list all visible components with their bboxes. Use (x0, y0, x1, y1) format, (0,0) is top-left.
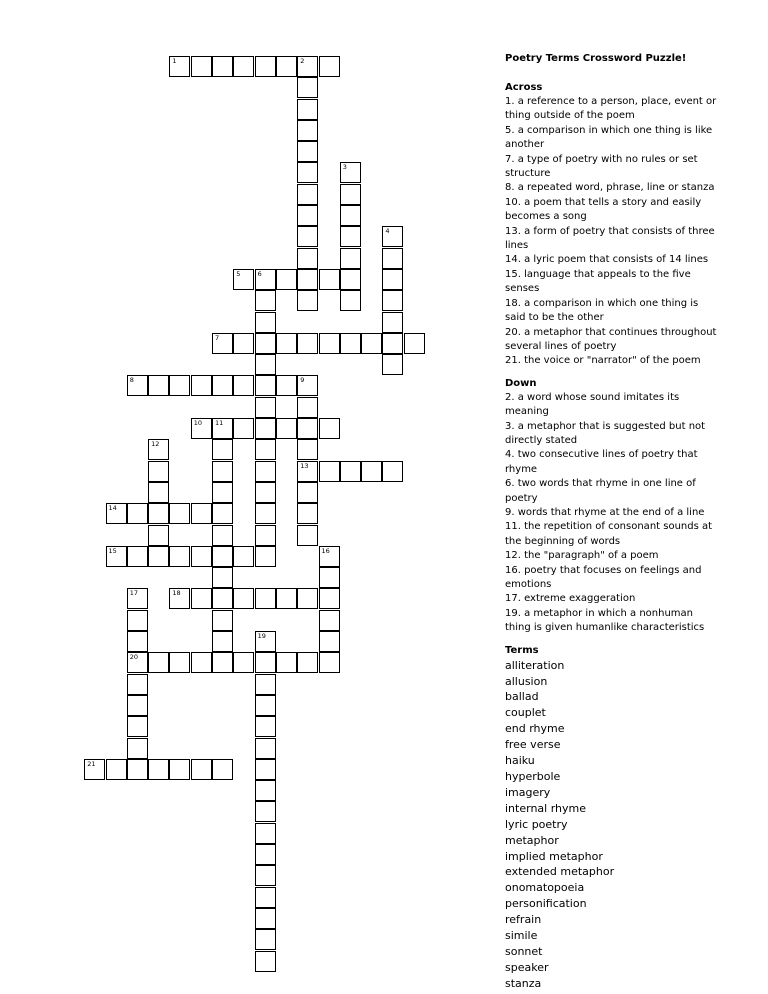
crossword-cell[interactable] (297, 184, 318, 205)
across-clue: 13. a form of poetry that consists of three lines (505, 225, 715, 252)
crossword-cell[interactable] (255, 312, 276, 333)
down-clue: 12. the "paragraph" of a poem (505, 550, 659, 562)
clue-number: 21 (87, 759, 96, 768)
crossword-cell[interactable] (127, 674, 148, 695)
crossword-cell[interactable] (297, 397, 318, 418)
crossword-cell[interactable] (319, 610, 340, 631)
down-clue: 3. a metaphor that is suggested but not directly stated (505, 420, 706, 446)
clue-number: 18 (172, 589, 181, 598)
down-clue: 16. poetry that focuses on feelings and emotions (505, 564, 702, 590)
crossword-cell[interactable] (255, 652, 276, 673)
crossword-cell[interactable] (212, 375, 233, 396)
crossword-cell[interactable] (255, 951, 276, 972)
crossword-cell[interactable] (255, 887, 276, 908)
clue-number: 6 (257, 269, 262, 278)
crossword-cell[interactable] (340, 184, 361, 205)
crossword-cell[interactable] (340, 248, 361, 269)
crossword-cell[interactable] (319, 567, 340, 588)
crossword-cell[interactable] (319, 269, 340, 290)
crossword-cell[interactable] (297, 162, 318, 183)
crossword-cell[interactable] (255, 418, 276, 439)
crossword-cell[interactable] (127, 759, 148, 780)
crossword-cell[interactable] (361, 333, 382, 354)
crossword-cell[interactable] (276, 418, 297, 439)
crossword-cell[interactable] (297, 375, 318, 396)
crossword-cell[interactable] (255, 674, 276, 695)
crossword-cell[interactable] (297, 269, 318, 290)
term-item: free verse (505, 738, 561, 752)
crossword-cell[interactable] (340, 269, 361, 290)
crossword-cell[interactable] (148, 503, 169, 524)
crossword-cell[interactable] (382, 248, 403, 269)
crossword-cell[interactable] (276, 269, 297, 290)
crossword-cell[interactable] (319, 588, 340, 609)
crossword-cell[interactable] (191, 588, 212, 609)
clue-number: 1 (172, 56, 177, 65)
crossword-cell[interactable] (297, 418, 318, 439)
crossword-cell[interactable] (127, 716, 148, 737)
term-item: ballad (505, 690, 539, 704)
clue-number: 16 (321, 546, 330, 555)
crossword-cell[interactable] (255, 929, 276, 950)
clue-number: 13 (300, 461, 309, 470)
crossword-cell[interactable] (340, 162, 361, 183)
crossword-cell[interactable] (127, 652, 148, 673)
crossword-cell[interactable] (340, 226, 361, 247)
crossword-cell[interactable] (382, 312, 403, 333)
clue-number: 7 (215, 333, 220, 342)
crossword-cell[interactable] (297, 652, 318, 673)
crossword-cell[interactable] (297, 482, 318, 503)
crossword-cell[interactable] (255, 482, 276, 503)
clue-number: 17 (129, 589, 139, 598)
crossword-cell[interactable] (297, 77, 318, 98)
puzzle-title: Poetry Terms Crossword Puzzle! (505, 53, 687, 64)
down-clue: 2. a word whose sound imitates its meaning (505, 391, 680, 418)
crossword-cell[interactable] (297, 503, 318, 524)
term-item: sonnet (505, 944, 543, 958)
crossword-cell[interactable] (255, 801, 276, 822)
crossword-cell[interactable] (297, 56, 318, 77)
down-clue: 9. words that rhyme at the end of a line (505, 506, 705, 518)
clue-number: 5 (236, 269, 241, 278)
crossword-cell[interactable] (212, 567, 233, 588)
crossword-cell[interactable] (148, 525, 169, 546)
clue-number: 10 (193, 419, 202, 427)
crossword-cell[interactable] (127, 503, 148, 524)
term-item: couplet (505, 706, 546, 720)
crossword-cell[interactable] (297, 588, 318, 609)
crossword-cell[interactable] (212, 333, 233, 354)
crossword-cell[interactable] (148, 375, 169, 396)
crossword-cell[interactable] (212, 759, 233, 780)
crossword-cell[interactable] (255, 823, 276, 844)
crossword-cell[interactable] (191, 418, 212, 439)
crossword-cell[interactable] (148, 439, 169, 460)
crossword-cell[interactable] (297, 248, 318, 269)
clue-number: 12 (151, 440, 160, 449)
across-section (505, 81, 720, 369)
crossword-cell[interactable] (169, 588, 190, 609)
crossword-cell[interactable] (212, 461, 233, 482)
term-item: personification (505, 897, 587, 911)
across-clue: 1. a reference to a person, place, event or thing outside of the poem (505, 96, 717, 122)
crossword-cell[interactable] (212, 482, 233, 503)
clue-number: 15 (108, 546, 117, 555)
down-clue: 6. two words that rhyme in one line of poetry (505, 478, 696, 504)
crossword-cell[interactable] (319, 631, 340, 652)
crossword-cell[interactable] (361, 461, 382, 482)
crossword-cell[interactable] (191, 546, 212, 567)
crossword-cell[interactable] (191, 375, 212, 396)
across-clue: 7. a type of poetry with no rules or set structure (505, 153, 698, 180)
crossword-cell[interactable] (148, 652, 169, 673)
down-clue: 11. the repetition of consonant sounds at the beginning of words (505, 521, 713, 547)
crossword-cell[interactable] (382, 354, 403, 375)
crossword-cell[interactable] (297, 333, 318, 354)
crossword-cell[interactable] (276, 375, 297, 396)
clue-number: 19 (257, 632, 266, 640)
crossword-cell[interactable] (148, 461, 169, 482)
crossword-cell[interactable] (212, 652, 233, 673)
crossword-cell[interactable] (233, 546, 254, 567)
crossword-cell[interactable] (297, 141, 318, 162)
crossword-cell[interactable] (255, 525, 276, 546)
term-item: lyric poetry (505, 817, 568, 831)
crossword-cell[interactable] (212, 525, 233, 546)
crossword-cell[interactable] (169, 652, 190, 673)
crossword-cell[interactable] (127, 375, 148, 396)
crossword-cell[interactable] (297, 205, 318, 226)
crossword-cell[interactable] (127, 738, 148, 759)
crossword-cell[interactable] (297, 290, 318, 311)
crossword-cell[interactable] (233, 269, 254, 290)
crossword-cell[interactable] (255, 439, 276, 460)
crossword-cell[interactable] (319, 461, 340, 482)
crossword-cell[interactable] (382, 333, 403, 354)
crossword-cell[interactable] (255, 716, 276, 737)
clue-number: 8 (129, 376, 134, 385)
crossword-cell[interactable] (255, 759, 276, 780)
clue-number: 14 (108, 504, 117, 513)
crossword-cell[interactable] (255, 865, 276, 886)
crossword-cell[interactable] (276, 56, 297, 77)
crossword-cell[interactable] (191, 652, 212, 673)
crossword-cell[interactable] (191, 56, 212, 77)
term-item: allusion (505, 674, 548, 688)
clue-number: 9 (300, 376, 305, 385)
term-item: stanza (505, 976, 542, 990)
terms-heading: Terms (505, 644, 539, 656)
crossword-cell[interactable] (233, 56, 254, 77)
crossword-cell[interactable] (276, 588, 297, 609)
down-clue: 19. a metaphor in which a nonhuman thing is given humanlike characteristics (505, 607, 705, 634)
crossword-cell[interactable] (255, 375, 276, 396)
crossword-cell[interactable] (255, 695, 276, 716)
crossword-cell[interactable] (255, 354, 276, 375)
term-item: imagery (505, 785, 551, 799)
crossword-cell[interactable] (212, 56, 233, 77)
crossword-cell[interactable] (319, 546, 340, 567)
crossword-cell[interactable] (297, 99, 318, 120)
across-clue: 8. a repeated word, phrase, line or stanza (505, 182, 715, 194)
term-item: implied metaphor (505, 849, 603, 863)
crossword-cell[interactable] (319, 333, 340, 354)
crossword-cell[interactable] (382, 269, 403, 290)
crossword-cell[interactable] (297, 439, 318, 460)
term-item: refrain (505, 913, 542, 927)
across-heading: Across (505, 82, 543, 93)
term-item: haiku (505, 754, 535, 768)
terms-section (505, 644, 720, 992)
across-clue: 10. a poem that tells a story and easily becomes a song (505, 196, 702, 223)
crossword-cell[interactable] (340, 333, 361, 354)
crossword-cell[interactable] (127, 610, 148, 631)
crossword-cell[interactable] (148, 759, 169, 780)
crossword-cell[interactable] (233, 418, 254, 439)
term-item: metaphor (505, 833, 559, 847)
crossword-cell[interactable] (276, 333, 297, 354)
crossword-cell[interactable] (212, 610, 233, 631)
term-item: extended metaphor (505, 865, 615, 879)
crossword-cell[interactable] (297, 120, 318, 141)
clue-number: 2 (300, 56, 305, 65)
crossword-cell[interactable] (169, 759, 190, 780)
term-item: end rhyme (505, 722, 565, 736)
crossword-cell[interactable] (255, 269, 276, 290)
clue-number: 4 (385, 227, 390, 236)
crossword-cell[interactable] (297, 525, 318, 546)
crossword-cell[interactable] (255, 588, 276, 609)
down-heading: Down (505, 377, 537, 389)
term-item: onomatopoeia (505, 881, 585, 895)
crossword-cell[interactable] (255, 844, 276, 865)
crossword-cell[interactable] (319, 56, 340, 77)
crossword-cell[interactable] (255, 908, 276, 929)
across-clue: 20. a metaphor that continues throughout several lines of poetry (505, 326, 717, 352)
crossword-cell[interactable] (233, 588, 254, 609)
crossword-cell[interactable] (212, 588, 233, 609)
crossword-cell[interactable] (297, 226, 318, 247)
crossword-cell[interactable] (255, 290, 276, 311)
crossword-cell[interactable] (127, 695, 148, 716)
crossword-cell[interactable] (127, 631, 148, 652)
across-clue: 21. the voice or "narrator" of the poem (505, 355, 701, 367)
crossword-cell[interactable] (340, 290, 361, 311)
crossword-cell[interactable] (169, 56, 190, 77)
crossword-cell[interactable] (319, 418, 340, 439)
clue-number: 20 (129, 653, 139, 662)
crossword-cell[interactable] (84, 759, 105, 780)
crossword-cell[interactable] (212, 546, 233, 567)
across-clue: 18. a comparison in which one thing is said to be the other (505, 297, 699, 324)
term-item: speaker (505, 960, 549, 974)
crossword-cell[interactable] (340, 205, 361, 226)
crossword-cell[interactable] (106, 546, 127, 567)
crossword-cell[interactable] (191, 503, 212, 524)
down-clue: 17. extreme exaggeration (505, 593, 636, 605)
crossword-cell[interactable] (148, 546, 169, 567)
crossword-cell[interactable] (233, 652, 254, 673)
term-item: hyperbole (505, 769, 561, 783)
crossword-cell[interactable] (255, 631, 276, 652)
crossword-cell[interactable] (255, 780, 276, 801)
crossword-cell[interactable] (212, 631, 233, 652)
crossword-cell[interactable] (212, 439, 233, 460)
across-clue: 15. language that appeals to the five senses (505, 268, 691, 295)
crossword-cell[interactable] (404, 333, 425, 354)
clue-number: 11 (215, 419, 224, 427)
down-section (505, 377, 720, 636)
crossword-cell[interactable] (297, 461, 318, 482)
crossword-cell[interactable] (255, 397, 276, 418)
crossword-cell[interactable] (340, 461, 361, 482)
crossword-cell[interactable] (169, 503, 190, 524)
term-item: simile (505, 929, 538, 943)
crossword-cell[interactable] (382, 226, 403, 247)
crossword-cell[interactable] (255, 503, 276, 524)
crossword-cell[interactable] (169, 375, 190, 396)
crossword-cell[interactable] (319, 652, 340, 673)
crossword-cell[interactable] (233, 375, 254, 396)
crossword-cell[interactable] (233, 333, 254, 354)
crossword-cell[interactable] (255, 546, 276, 567)
down-clue: 4. two consecutive lines of poetry that rhyme (505, 449, 698, 475)
clue-number: 3 (342, 163, 347, 172)
crossword-cell[interactable] (255, 333, 276, 354)
across-clue: 14. a lyric poem that consists of 14 lines (505, 254, 709, 266)
crossword-cell[interactable] (212, 418, 233, 439)
term-item: internal rhyme (505, 801, 586, 815)
clue-panel (505, 52, 720, 992)
crossword-cell[interactable] (106, 503, 127, 524)
term-item: alliteration (505, 658, 565, 672)
crossword-cell[interactable] (212, 503, 233, 524)
crossword-cell[interactable] (255, 461, 276, 482)
crossword-cell[interactable] (382, 290, 403, 311)
crossword-cell[interactable] (255, 56, 276, 77)
crossword-cell[interactable] (191, 759, 212, 780)
crossword-cell[interactable] (169, 546, 190, 567)
crossword-cell[interactable] (106, 759, 127, 780)
crossword-cell[interactable] (127, 546, 148, 567)
crossword-cell[interactable] (255, 738, 276, 759)
crossword-cell[interactable] (127, 588, 148, 609)
crossword-cell[interactable] (382, 461, 403, 482)
across-clue: 5. a comparison in which one thing is like another (505, 124, 713, 151)
crossword-cell[interactable] (276, 652, 297, 673)
crossword-cell[interactable] (148, 482, 169, 503)
